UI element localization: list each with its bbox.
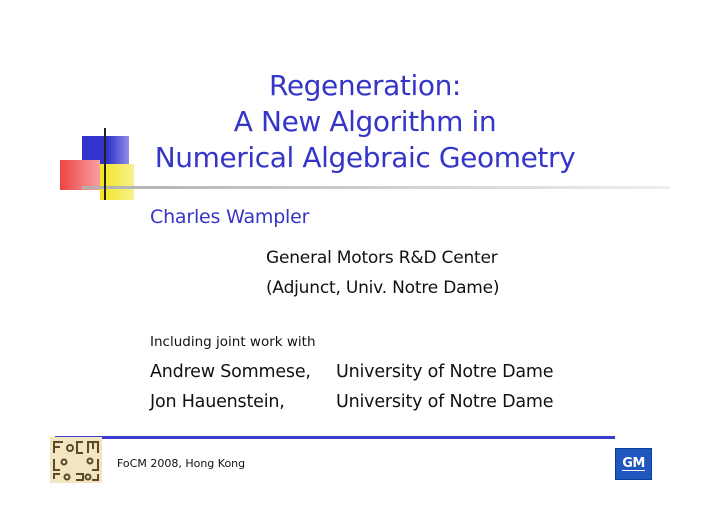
title-line-1: Regeneration: [269,69,461,102]
decor-horizontal-line [82,186,670,189]
gm-logo-text: GM [622,455,645,471]
collaborator-name: Jon Hauenstein, [150,392,285,412]
author-affiliation-1: General Motors R&D Center [266,248,498,268]
footer-divider [55,436,615,439]
collaborator-row [150,392,553,412]
gm-logo-icon [615,448,652,480]
collaborator-institution: University of Notre Dame [336,392,554,412]
collaborator-row [150,362,553,382]
title-line-2: A New Algorithm in [233,105,497,138]
focm-logo-icon [50,437,102,483]
footer-text: FoCM 2008, Hong Kong [117,457,246,470]
author-name: Charles Wampler [150,206,310,228]
author-affiliation-2: (Adjunct, Univ. Notre Dame) [266,278,500,298]
collaborator-institution: University of Notre Dame [336,362,554,382]
title-line-3: Numerical Algebraic Geometry [154,141,576,174]
collaborator-name: Andrew Sommese, [150,362,311,382]
joint-work-intro: Including joint work with [150,334,316,350]
